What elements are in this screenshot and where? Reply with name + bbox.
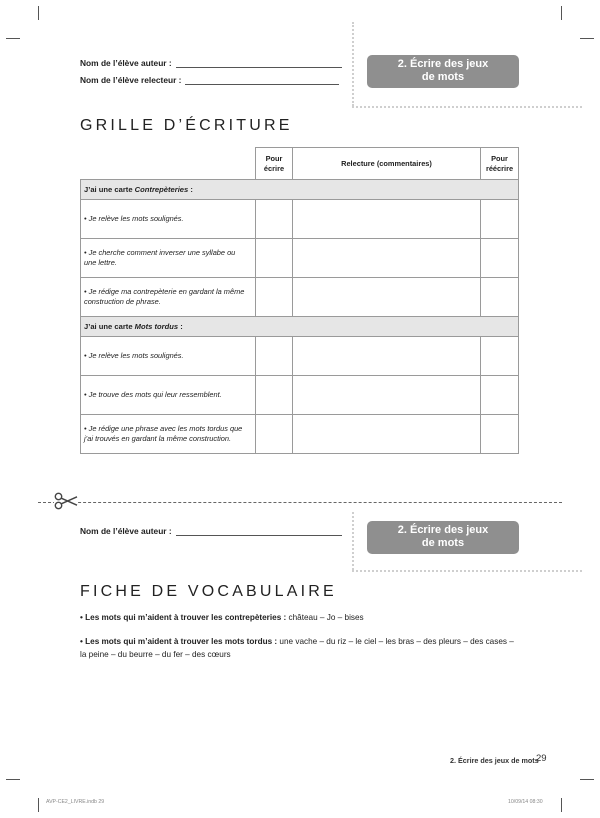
- col-header-ecrire: Pour écrire: [256, 148, 293, 180]
- badge-line-1: 2. Écrire des jeux: [397, 524, 489, 536]
- table-row: [81, 337, 519, 376]
- crop-mark: [580, 38, 594, 39]
- print-slug-left: AVP-CE2_LIVRE.indb 29: [46, 799, 105, 805]
- bottom-author-field: [80, 526, 342, 536]
- cell-relecture[interactable]: [293, 337, 481, 376]
- section-mots-tordus: J’ai une carte Mots tordus :: [81, 317, 519, 337]
- reviewer-input-line[interactable]: [185, 75, 339, 85]
- grille-title: GRILLE D’ÉCRITURE: [80, 117, 293, 134]
- crop-mark: [561, 798, 562, 812]
- writing-grid: [80, 147, 519, 454]
- table-row: [81, 239, 519, 278]
- dotted-separator: [352, 512, 354, 570]
- dotted-separator: [352, 106, 582, 108]
- cell-reecrire[interactable]: [481, 200, 519, 239]
- table-row: [81, 200, 519, 239]
- chapter-badge-bottom: [367, 521, 519, 554]
- cell-relecture[interactable]: [293, 239, 481, 278]
- crop-mark: [38, 798, 39, 812]
- grid-item: • Je relève les mots soulignés.: [81, 200, 256, 239]
- vocab-item-mots-tordus: • Les mots qui m’aident à trouver les mots tordus : une vache – du riz – le ciel – les bras – des pleurs – des cases – la peine – du beurre – du fer – des cœurs: [80, 637, 514, 659]
- author-input-line[interactable]: [176, 58, 342, 68]
- cell-reecrire[interactable]: [481, 278, 519, 317]
- bottom-author-input-line[interactable]: [176, 526, 342, 536]
- crop-mark: [580, 779, 594, 780]
- badge-line-2: de mots: [421, 537, 465, 549]
- col-header-reecrire: Pour réécrire: [481, 148, 519, 180]
- cell-reecrire[interactable]: [481, 337, 519, 376]
- cell-ecrire[interactable]: [256, 278, 293, 317]
- cell-ecrire[interactable]: [256, 415, 293, 454]
- page-number: 29: [536, 753, 547, 764]
- scissors-icon: [54, 492, 78, 510]
- badge-line-2: de mots: [421, 71, 465, 83]
- col-header-relecture: Relecture (commentaires): [293, 148, 481, 180]
- crop-mark: [6, 779, 20, 780]
- author-label: Nom de l’élève auteur :: [80, 58, 172, 68]
- table-row: [81, 278, 519, 317]
- cell-relecture[interactable]: [293, 200, 481, 239]
- grid-corner: [81, 148, 256, 180]
- print-slug-right: 10/09/14 08:30: [508, 799, 543, 805]
- dotted-separator: [352, 22, 354, 106]
- cell-relecture[interactable]: [293, 415, 481, 454]
- reviewer-label: Nom de l’élève relecteur :: [80, 75, 182, 85]
- badge-line-1: 2. Écrire des jeux: [397, 58, 489, 70]
- table-row: [81, 415, 519, 454]
- cell-reecrire[interactable]: [481, 415, 519, 454]
- cell-reecrire[interactable]: [481, 239, 519, 278]
- author-field: [80, 58, 342, 68]
- cell-relecture[interactable]: [293, 278, 481, 317]
- dotted-separator: [352, 570, 582, 572]
- section-contrepeteries: J’ai une carte Contrepèteries :: [81, 180, 519, 200]
- cell-ecrire[interactable]: [256, 200, 293, 239]
- cell-ecrire[interactable]: [256, 337, 293, 376]
- cell-relecture[interactable]: [293, 376, 481, 415]
- cell-reecrire[interactable]: [481, 376, 519, 415]
- grid-item: • Je rédige ma contrepèterie en gardant la même construction de phrase.: [81, 278, 256, 317]
- crop-mark: [38, 6, 39, 20]
- grid-item: • Je rédige une phrase avec les mots tordus que j’ai trouvés en gardant la même construction.: [81, 415, 256, 454]
- crop-mark: [6, 38, 20, 39]
- crop-mark: [561, 6, 562, 20]
- cell-ecrire[interactable]: [256, 376, 293, 415]
- grid-item: • Je cherche comment inverser une syllabe ou une lettre.: [81, 239, 256, 278]
- table-row: [81, 376, 519, 415]
- cut-line: [38, 502, 562, 503]
- vocab-item-contrepeteries: • Les mots qui m’aident à trouver les contrepèteries : château – Jo – bises: [80, 613, 364, 622]
- vocab-title: FICHE DE VOCABULAIRE: [80, 583, 337, 600]
- reviewer-field: [80, 75, 339, 85]
- cell-ecrire[interactable]: [256, 239, 293, 278]
- chapter-badge: [367, 55, 519, 88]
- grid-item: • Je trouve des mots qui leur ressemblent.: [81, 376, 256, 415]
- bottom-author-label: Nom de l’élève auteur :: [80, 526, 172, 536]
- footer-chapter: 2. Écrire des jeux de mots: [450, 756, 539, 765]
- grid-item: • Je relève les mots soulignés.: [81, 337, 256, 376]
